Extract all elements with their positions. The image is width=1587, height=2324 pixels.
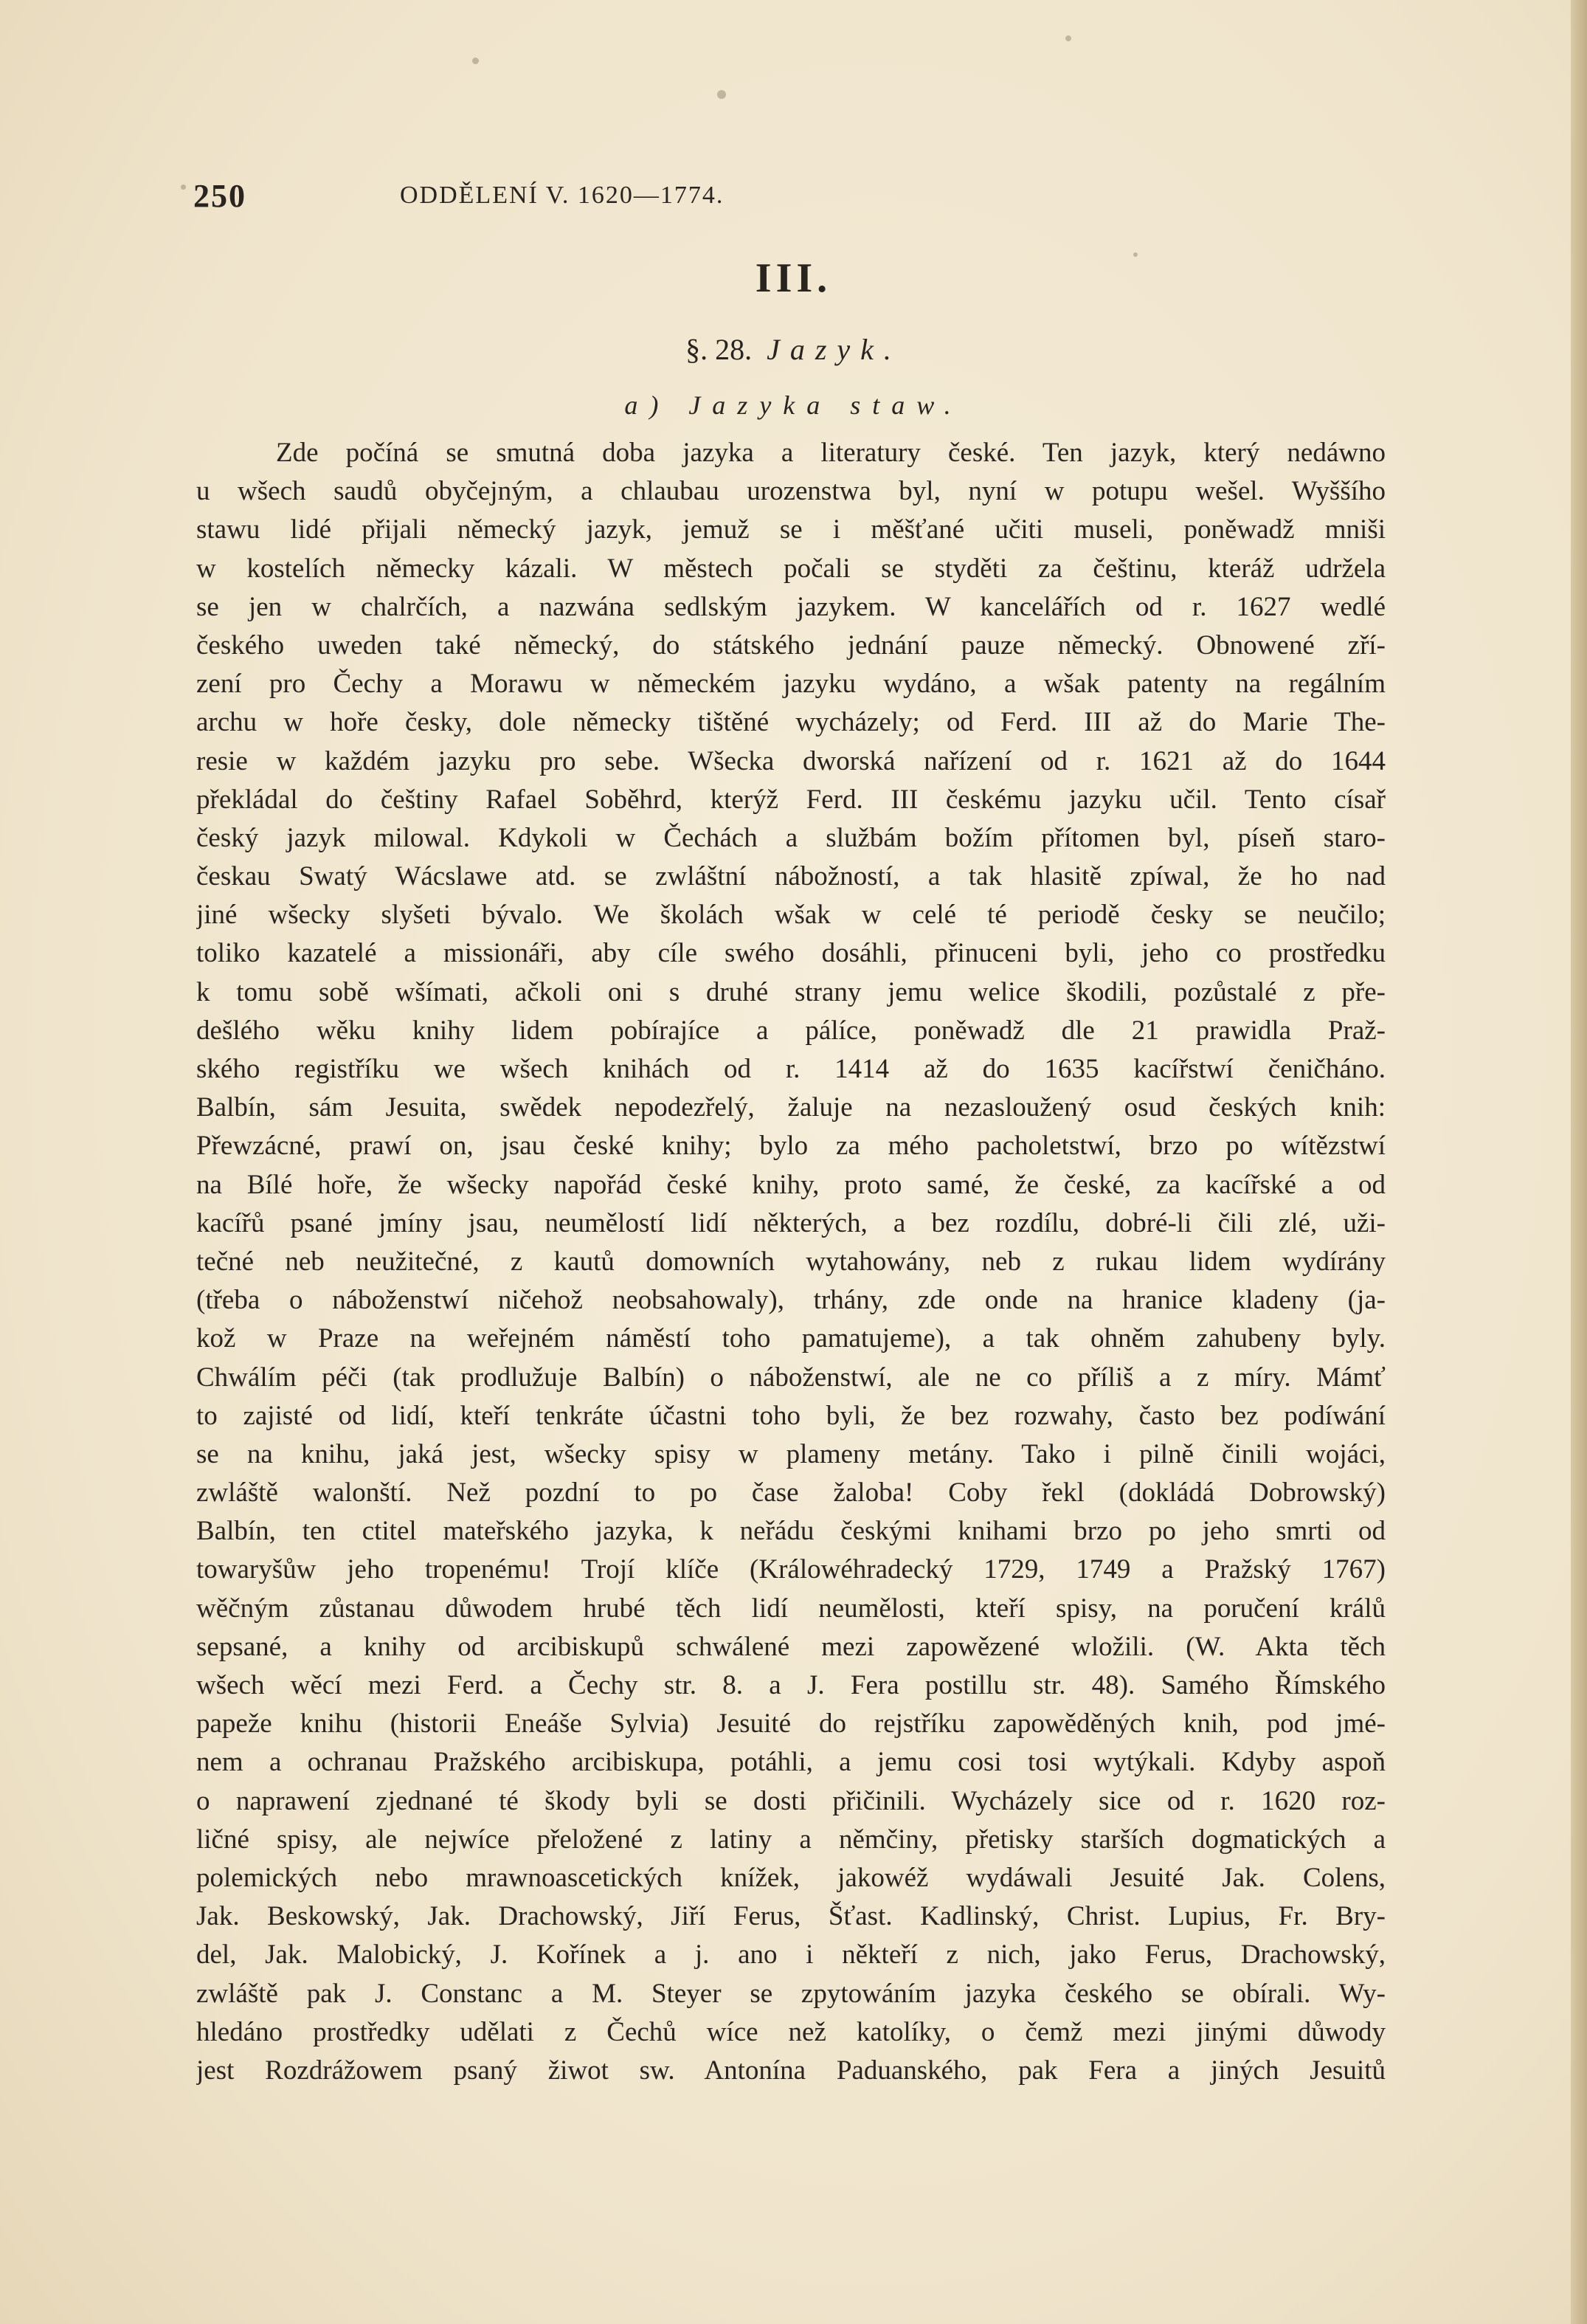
page-header: [193, 177, 1005, 221]
text-line: se na knihu, jaká jest, wšecky spisy w plameny metány. Tako i pilně činili wojáci,: [196, 1438, 1386, 1469]
text-line: papeže knihu (historii Eneáše Sylvia) Jesuité do rejstříku zapowěděných knih, pod jmé-: [196, 1708, 1386, 1739]
section-title-text: Jazyk.: [767, 333, 902, 366]
text-line: resie w každém jazyku pro sebe. Wšecka dworská nařízení od r. 1621 až do 1644: [196, 745, 1386, 776]
text-line: (třeba o náboženstwí ničehož neobsahowaly), trhány, zde onde na hranice kladeny (ja-: [196, 1285, 1386, 1316]
text-line: na Bílé hoře, že wšecky napořád české knihy, proto samé, že české, za kacířské a od: [196, 1169, 1386, 1200]
text-line: polemických nebo mrawnoascetických knížek, jakowéž wydáwali Jesuité Jak. Colens,: [196, 1862, 1386, 1893]
text-line: sepsané, a knihy od arcibiskupů schwálené mezi zapowězené wložili. (W. Akta těch: [196, 1631, 1386, 1662]
paper-speck: [181, 185, 186, 190]
page-number: 250: [193, 178, 246, 214]
text-line: to zajisté od lidí, kteří tenkráte účastni toho byli, že bez rozwahy, často bez podíwání: [196, 1400, 1386, 1431]
text-line: se jen w chalrčích, a nazwána sedlským jazykem. W kancelářích od r. 1627 wedlé: [196, 591, 1386, 622]
paper-speck: [717, 90, 726, 99]
text-line: zwláště pak J. Constanc a M. Steyer se zpytowáním jazyka českého se obírali. Wy-: [196, 1978, 1386, 2009]
text-line: Balbín, sám Jesuita, swědek nepodezřelý, žaluje na nezasloužený osud českých knih:: [196, 1092, 1386, 1123]
subsection-title: a) Jazyka staw.: [624, 390, 963, 420]
text-line: českau Swatý Wácslawe atd. se zwláštní nábožností, a tak hlasitě zpíwal, že ho nad: [196, 861, 1386, 892]
section-title-prefix: §. 28.: [685, 333, 753, 366]
body-text: [196, 434, 1386, 2090]
text-line: hledáno prostředky udělati z Čechů wíce než katolíky, o čemž mezi jinými důwody: [196, 2016, 1386, 2047]
text-line: dešlého wěku knihy lidem pobírajíce a pálíce, poněwadž dle 21 prawidla Praž-: [196, 1015, 1386, 1046]
text-line: českého uweden také německý, do státského jednání pauze německý. Obnowené zří-: [196, 630, 1386, 661]
text-line: ličné spisy, ale nejwíce přeložené z latiny a němčiny, přetisky starších dogmatických a: [196, 1824, 1386, 1855]
text-line: kož w Praze na weřejném náměstí toho pamatujeme), a tak ohněm zahubeny byly.: [196, 1323, 1386, 1354]
text-line: toliko kazatelé a missionáři, aby cíle swého dosáhli, přinuceni byli, jeho co prostředku: [196, 938, 1386, 969]
text-line: Balbín, ten ctitel mateřského jazyka, k neřádu českými knihami brzo po jeho smrti od: [196, 1516, 1386, 1547]
running-head: ODDĚLENÍ V. 1620—1774.: [400, 182, 725, 209]
text-line: archu w hoře česky, dole německy tištěné wycházely; od Ferd. III až do Marie The-: [196, 707, 1386, 738]
section-title: [0, 332, 1587, 367]
text-line: překládal do češtiny Rafael Soběhrd, kterýž Ferd. III českému jazyku učil. Tento císař: [196, 784, 1386, 815]
text-line: kacířů psané jmíny jsau, neumělostí lidí některých, a bez rozdílu, dobré-li čili zlé, uži-: [196, 1207, 1386, 1238]
text-line: wšech wěcí mezi Ferd. a Čechy str. 8. a J. Fera postillu str. 48). Samého Římského: [196, 1670, 1386, 1700]
paper-speck: [472, 58, 479, 64]
text-line: wěčným zůstanau důwodem hrubé těch lidí neumělosti, kteří spisy, na poručení králů: [196, 1593, 1386, 1624]
text-line: del, Jak. Malobický, J. Kořínek a j. ano i někteří z nich, jako Ferus, Drachowský,: [196, 1939, 1386, 1970]
text-line: w kostelích německy kázali. W městech počali se styděti za češtinu, kteráž udržela: [196, 553, 1386, 584]
text-line: tečné neb neužitečné, z kautů domowních wytahowány, neb z rukau lidem wydírány: [196, 1246, 1386, 1277]
paper-speck: [1065, 35, 1071, 41]
text-line: Přewzácné, prawí on, jsau české knihy; bylo za mého pacholetstwí, brzo po wítězstwí: [196, 1131, 1386, 1162]
section-number: III.: [755, 255, 832, 301]
text-line: o naprawení zjednané té škody byli se dosti přičinili. Wycházely sice od r. 1620 roz-: [196, 1785, 1386, 1816]
text-line: u wšech saudů obyčejným, a chlaubau urozenstwa byl, nyní w potupu wešel. Wyššího: [196, 476, 1386, 507]
text-line: Chwálím péči (tak prodlužuje Balbín) o náboženstwí, ale ne co příliš a z míry. Mámť: [196, 1362, 1386, 1393]
text-line: towaryšůw jeho tropenému! Trojí klíče (Králowéhradecký 1729, 1749 a Pražský 1767): [196, 1554, 1386, 1585]
text-line: jest Rozdrážowem psaný žiwot sw. Antonína Paduanského, pak Fera a jiných Jesuitů: [196, 2055, 1386, 2086]
text-line: ského registříku we wšech knihách od r. 1414 až do 1635 kacířstwí čeničháno.: [196, 1054, 1386, 1084]
text-line: zwláště walonští. Než pozdní to po čase žaloba! Coby řekl (dokládá Dobrowský): [196, 1478, 1386, 1508]
text-line: jiné wšecky slyšeti bývalo. We školách wšak w celé té periodě česky se neučilo;: [196, 900, 1386, 931]
text-line: Jak. Beskowský, Jak. Drachowský, Jiří Ferus, Šťast. Kadlinský, Christ. Lupius, Fr. Bry-: [196, 1901, 1386, 1932]
text-line: k tomu sobě wšímati, ačkoli oni s druhé strany jemu welice škodili, pozůstalé z pře-: [196, 976, 1386, 1007]
text-line: Zde počíná se smutná doba jazyka a literatury české. Ten jazyk, který nedáwno: [276, 438, 1386, 468]
text-line: stawu lidé přijali německý jazyk, jemuž se i měšťané učiti museli, poněwadž mniši: [196, 514, 1386, 545]
text-line: český jazyk milowal. Kdykoli w Čechách a službám božím přítomen byl, píseň staro-: [196, 822, 1386, 853]
text-line: zení pro Čechy a Morawu w německém jazyku wydáno, a wšak patenty na regálním: [196, 669, 1386, 700]
text-line: nem a ochranau Pražského arcibiskupa, potáhli, a jemu cosi tosi wytýkali. Kdyby aspoň: [196, 1747, 1386, 1778]
